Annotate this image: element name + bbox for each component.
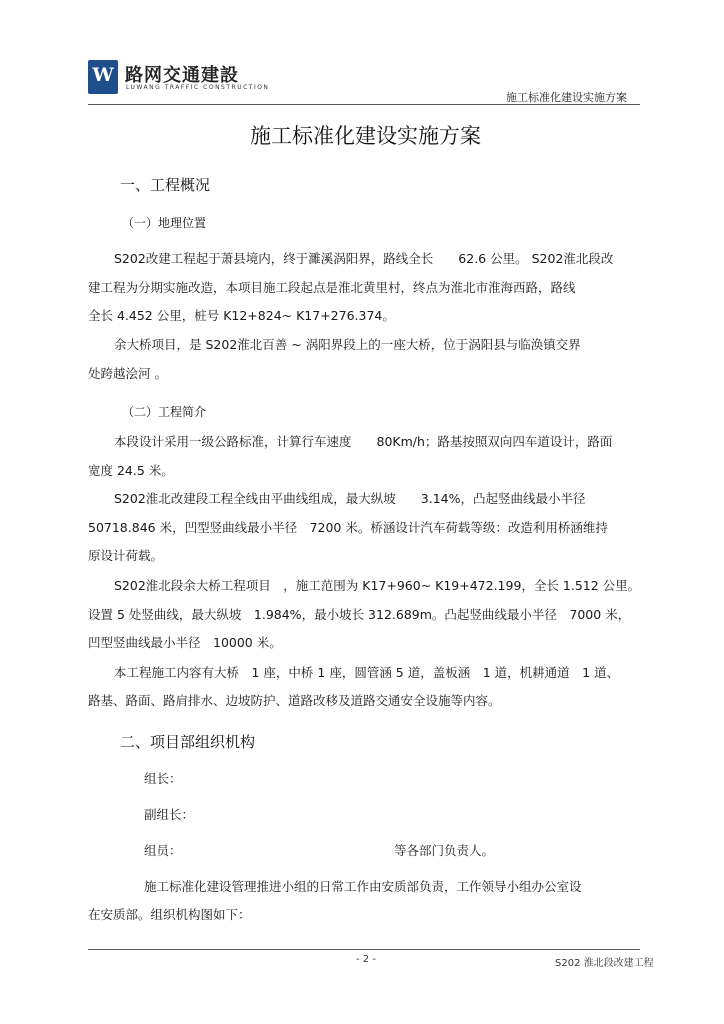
paragraph-line: 凹型竖曲线最小半径 10000 米。 (88, 635, 282, 650)
logo-mark-icon: W (92, 64, 114, 86)
footer-project-name: S202 淮北段改建工程 (555, 958, 654, 969)
page-number: - 2 - (356, 954, 376, 965)
subsection-heading-location: （一）地理位置 (122, 216, 207, 230)
paragraph-line: 本工程施工内容有大桥 1 座，中桥 1 座，圆管涵 5 道，盖板涵 1 道，机耕通道 1 道、 (114, 665, 620, 680)
paragraph-line: 在安质部。组织机构图如下： (88, 907, 251, 922)
leader-label: 组长： (144, 771, 182, 786)
subsection-heading-introduction: （二）工程简介 (122, 405, 207, 419)
paragraph-line: 宽度 24.5 米。 (88, 463, 174, 478)
member-text: 等各部门负责人。 (394, 843, 495, 858)
company-english-name: LUWANG TRAFFIC CONSTRUCTION (126, 84, 270, 91)
paragraph-line: S202淮北改建段工程全线由平曲线组成，最大纵坡 3.14%，凸起竖曲线最小半径 (114, 491, 586, 506)
paragraph-line: 余大桥项目，是 S202淮北百善 ~ 涡阳界段上的一座大桥，位于涡阳县与临涣镇交界 (114, 337, 581, 352)
deputy-leader-label: 副组长： (144, 807, 195, 822)
paragraph-line: 原设计荷载。 (88, 548, 164, 563)
paragraph-line: 设置 5 处竖曲线，最大纵坡 1.984%，最小坡长 312.689m。凸起竖曲线最小半径 7000 米， (88, 607, 631, 622)
paragraph-line: 建工程为分期实施改造，本项目施工段起点是淮北黄里村，终点为淮北市淮海西路，路线 (88, 280, 576, 295)
paragraph-line: 处跨越浍河 。 (88, 366, 167, 381)
running-header-title: 施工标准化建设实施方案 (506, 91, 627, 104)
section-heading-overview: 一、工程概况 (120, 176, 211, 194)
paragraph-line: 本段设计采用一级公路标准，计算行车速度 80Km/h；路基按照双向四车道设计，路面 (114, 434, 613, 449)
paragraph-line: 施工标准化建设管理推进小组的日常工作由安质部负责，工作领导小组办公室设 (144, 879, 582, 894)
page-title: 施工标准化建设实施方案 (250, 124, 481, 148)
header-divider (88, 104, 640, 105)
paragraph-line: S202淮北段余大桥工程项目 ，施工范围为 K17+960~ K19+472.199，全长 1.512 公里。 (114, 578, 641, 593)
member-label: 组员： (144, 843, 182, 858)
footer-divider (88, 949, 640, 950)
company-logo (88, 60, 118, 94)
company-name: 路网交通建設 (125, 65, 239, 86)
section-heading-organization: 二、项目部组织机构 (120, 733, 256, 751)
paragraph-line: 路基、路面、路肩排水、边坡防护、道路改移及道路交通安全设施等内容。 (88, 693, 501, 708)
paragraph-line: 50718.846 米，凹型竖曲线最小半径 7200 米。桥涵设计汽车荷载等级：改造利用桥涵维持 (88, 520, 608, 535)
paragraph-line: S202改建工程起于萧县境内，终于濉溪涡阳界，路线全长 62.6 公里。 S202淮北段改 (114, 251, 614, 266)
paragraph-line: 全长 4.452 公里，桩号 K12+824~ K17+276.374。 (88, 308, 395, 323)
